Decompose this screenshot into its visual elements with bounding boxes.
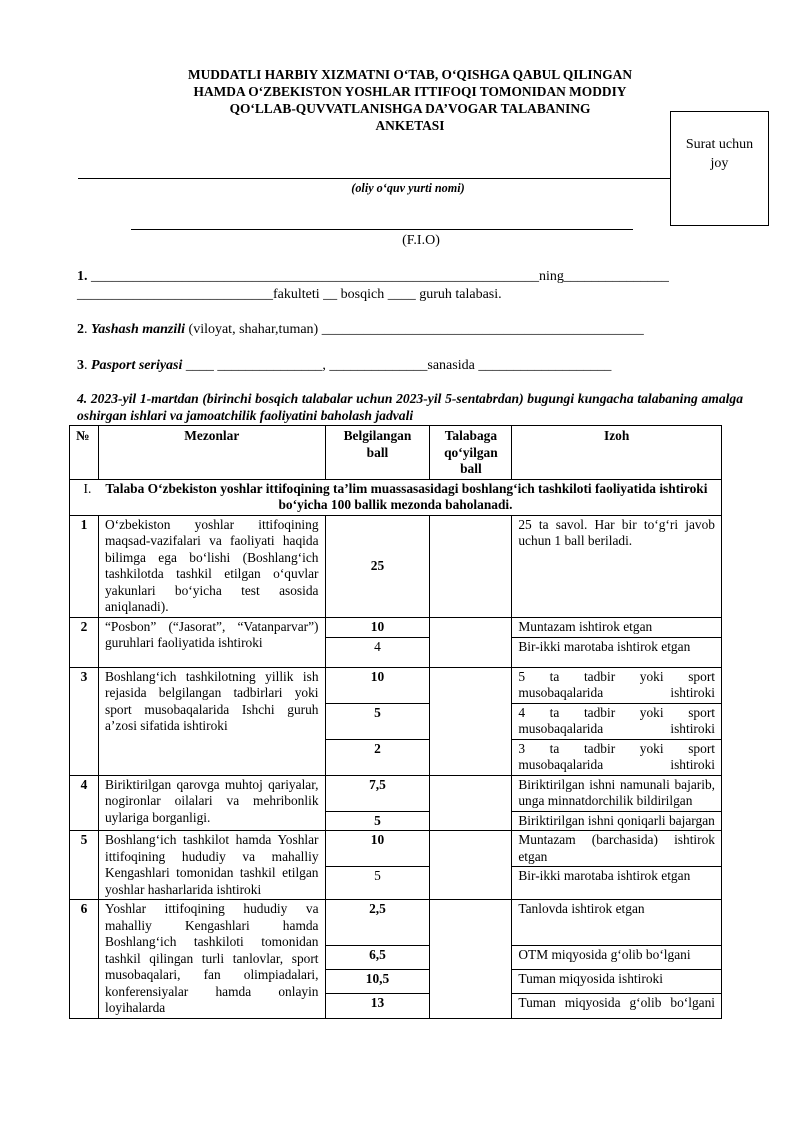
section-4-heading: 4. 2023-yil 1-martdan (birinchi bosqich talabalar uchun 2023-yil 5-sentabrdan) bugungi kungacha talabaning amalga oshirgan ishlari va jamoatchilik faoliyatini baholash jadvali — [77, 391, 743, 423]
field-label: Yashash manzili — [91, 322, 186, 337]
row-ball: 13 — [325, 994, 430, 1018]
row-number: 1 — [70, 515, 99, 617]
header-given: Talabaga qo‘yilgan ball — [430, 426, 512, 480]
table-row — [70, 515, 722, 617]
row-ball: 6,5 — [325, 946, 430, 970]
section-text: Talaba O‘zbekiston yoshlar ittifoqining ta’lim muassasasidagi boshlang‘ich tashkiloti faoliyatida ishtiroki bo‘yicha 100 ballik mezonda baholanadi. — [105, 480, 708, 512]
row-ball: 5 — [325, 703, 430, 739]
field-student-name[interactable] — [77, 268, 669, 286]
row-note: 4 ta tadbir yoki sport musobaqalarida ishtiroki — [512, 703, 722, 739]
section-roman: I. — [83, 480, 92, 496]
table-row — [70, 667, 722, 703]
fio-caption: (F.I.O) — [402, 233, 440, 248]
row-note: OTM miqyosida g‘olib bo‘lgani — [512, 946, 722, 970]
row-note: Muntazam (barchasida) ishtirok etgan — [512, 831, 722, 867]
field-text: ____________________________fakulteti __ bosqich ____ guruh talabasi. — [77, 287, 502, 302]
row-ball: 2,5 — [325, 900, 430, 946]
title-line: HAMDA O‘ZBEKISTON YOSHLAR ITTIFOQI TOMONIDAN MODDIY — [193, 84, 627, 99]
title-line: ANKETASI — [375, 118, 445, 133]
field-address[interactable]: 2. Yashash manzili (viloyat, shahar,tuman) ______________________________________________ — [77, 322, 644, 337]
row-number: 4 — [70, 775, 99, 831]
title-line: MUDDATLI HARBIY XIZMATNI O‘TAB, O‘QISHGA QABUL QILINGAN — [187, 67, 633, 82]
given-ball-cell[interactable] — [430, 667, 512, 775]
table-row — [70, 617, 722, 637]
field-faculty[interactable] — [77, 286, 502, 304]
row-ball: 5 — [325, 867, 430, 900]
given-ball-cell[interactable] — [430, 900, 512, 1019]
row-note: Tuman miqyosida ishtiroki — [512, 970, 722, 994]
row-note: 25 ta savol. Har bir to‘g‘ri javob uchun 1 ball beriladi. — [512, 515, 722, 617]
field-number: 2 — [77, 322, 84, 337]
given-ball-cell[interactable] — [430, 515, 512, 617]
section-row — [70, 479, 722, 515]
row-note: Tanlovda ishtirok etgan — [512, 900, 722, 946]
field-label: Pasport seriyasi — [91, 358, 183, 373]
row-note: Tuman miqyosida g‘olib bo‘lgani — [512, 994, 722, 1018]
header-criteria: Mezonlar — [98, 426, 325, 480]
table-header-row — [70, 426, 722, 480]
field-text: ____ _______________, ______________sanasida ___________________ — [182, 358, 612, 373]
row-ball: 10 — [325, 831, 430, 867]
table-row — [70, 775, 722, 811]
row-criteria: Yoshlar ittifoqining hududiy va mahalliy Kengashlari hamda Boshlang‘ich tashkiloti tomonidan tashkil qilingan turli tanlovlar, sport musobaqalari, fan olimpiadalari, konferensiyalar hamda onlayin loyihalarda — [98, 900, 325, 1019]
row-note: Bir-ikki marotaba ishtirok etgan — [512, 637, 722, 667]
row-number: 2 — [70, 617, 99, 667]
row-note: 5 ta tadbir yoki sport musobaqalarida ishtiroki — [512, 667, 722, 703]
header-num: № — [70, 426, 99, 480]
evaluation-table — [69, 425, 722, 1019]
table-row — [70, 831, 722, 867]
row-criteria: Boshlang‘ich tashkilotning yillik ish rejasida belgilangan tadbirlari yoki sport musobaqalarida Ishchi guruh a’zosi sifatida ishtiroki — [98, 667, 325, 775]
photo-label: Surat uchun joy — [685, 137, 754, 171]
row-criteria: O‘zbekiston yoshlar ittifoqining maqsad-vazifalari va faoliyati haqida bilimga ega bo‘lishi (Boshlang‘ich tashkilotda tashkil etilgan o‘quvlar yakunlari bo‘yicha test asosida aniqlanadi). — [98, 515, 325, 617]
field-passport[interactable]: 3. Pasport seriyasi ____ _______________, ______________sanasida ___________________ — [77, 358, 612, 373]
field-text: ________________________________________________________________ning_______________ — [87, 269, 669, 284]
university-caption: (oliy o‘quv yurti nomi) — [351, 181, 465, 195]
row-note: Bir-ikki marotaba ishtirok etgan — [512, 867, 722, 900]
header-ball: Belgilangan ball — [325, 426, 430, 480]
row-ball: 4 — [325, 637, 430, 667]
form-title — [120, 66, 700, 134]
row-criteria: “Posbon” (“Jasorat”, “Vatanparvar”) guruhlari faoliyatida ishtiroki — [98, 617, 325, 667]
table-row — [70, 900, 722, 946]
row-ball: 10 — [325, 617, 430, 637]
row-ball: 25 — [325, 515, 430, 617]
given-ball-cell[interactable] — [430, 831, 512, 900]
row-note: Muntazam ishtirok etgan — [512, 617, 722, 637]
title-line: QO‘LLAB-QUVVATLANISHGA DA’VOGAR TALABANING — [229, 101, 591, 116]
field-text: (viloyat, shahar,tuman) ______________________________________________ — [185, 322, 644, 337]
header-note: Izoh — [512, 426, 722, 480]
row-number: 3 — [70, 667, 99, 775]
given-ball-cell[interactable] — [430, 775, 512, 831]
row-number: 5 — [70, 831, 99, 900]
row-note: 3 ta tadbir yoki sport musobaqalarida ishtiroki — [512, 739, 722, 775]
row-ball: 7,5 — [325, 775, 430, 811]
row-criteria: Boshlang‘ich tashkilot hamda Yoshlar ittifoqining hududiy va mahalliy Kengashlari tomonidan tashkil etilgan yoshlar hasharlarida ishtiroki — [98, 831, 325, 900]
field-number: 3 — [77, 358, 84, 373]
row-note: Biriktirilgan ishni namunali bajarib, unga minnatdorchilik bildirilgan — [512, 775, 722, 811]
photo-placeholder — [670, 111, 769, 226]
university-line[interactable] — [78, 178, 670, 179]
fio-line[interactable] — [131, 229, 633, 230]
row-number: 6 — [70, 900, 99, 1019]
field-number: 1. — [77, 269, 88, 284]
row-ball: 10,5 — [325, 970, 430, 994]
given-ball-cell[interactable] — [430, 617, 512, 667]
row-ball: 10 — [325, 667, 430, 703]
row-note: Biriktirilgan ishni qoniqarli bajargan — [512, 811, 722, 831]
row-ball: 5 — [325, 811, 430, 831]
row-criteria: Biriktirilgan qarovga muhtoj qariyalar, nogironlar oilalari va mehribonlik uylariga borganligi. — [98, 775, 325, 831]
row-ball: 2 — [325, 739, 430, 775]
